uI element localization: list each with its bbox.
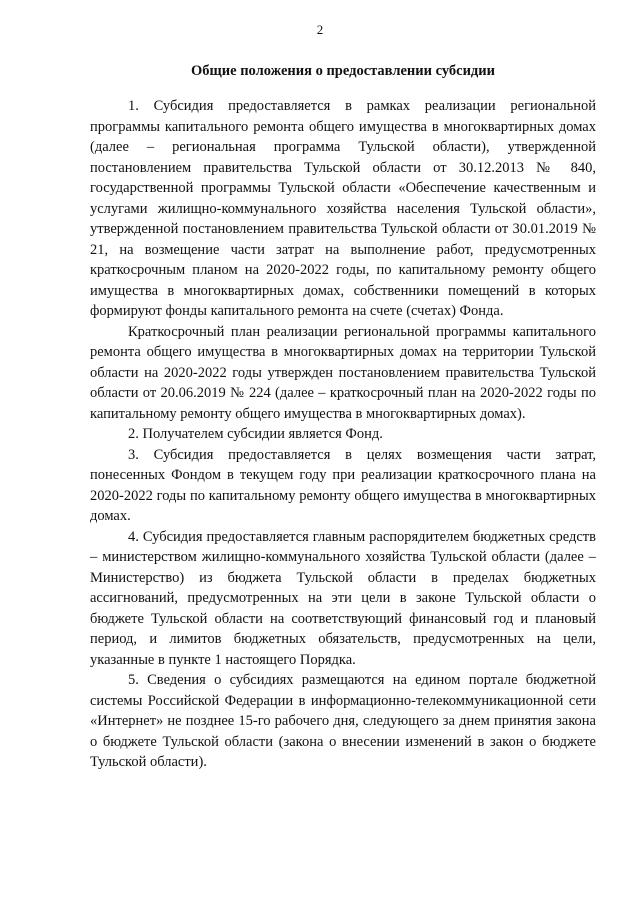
paragraph-4: 3. Субсидия предоставляется в целях возмещения части затрат, понесенных Фондом в текущем году при реализации краткосрочного плана на 2020-2022 годы по капитальному ремонту общего имущества в многоквартирных домах. (90, 446, 596, 524)
paragraph-2: Краткосрочный план реализации региональной программы капитального ремонта общего имущества в многоквартирных домах на территории Тульской области на 2020-2022 годы утвержден постановлением правительства Тульской области от 20.06.2019 № 224 (далее – краткосрочный план на 2020-2022 годы по капитальному ремонту общего имущества в многоквартирных домах). (90, 323, 596, 422)
paragraph-5: 4. Субсидия предоставляется главным распорядителем бюджетных средств – министерством жилищно-коммунального хозяйства Тульской области (далее – Министерство) из бюджета Тульской области в пределах бюджетных ассигнований, предусмотренных на эти цели в законе Тульской области о бюджете Тульской области на соответствующий финансовый год и плановый период, и лимитов бюджетных обязательств, предусмотренных на цели, указанные в пункте 1 настоящего Порядка. (90, 528, 596, 668)
paragraph-6: 5. Сведения о субсидиях размещаются на едином портале бюджетной системы Российской Федерации в информационно-телекоммуникационной сети «Интернет» не позднее 15-го рабочего дня, следующего за днем принятия закона о бюджете Тульской области (закона о внесении изменений в закон о бюджете Тульской области). (90, 672, 596, 770)
page-number: 2 (316, 22, 324, 37)
paragraph-1: 1. Субсидия предоставляется в рамках реализации региональной программы капитального ремонта общего имущества в многоквартирных домах (далее – региональная программа Тульской области), утвержденной постановлением правительства Тульской области от 30.12.2013 № 840, государственной программы Тульской области «Обеспечение качественным и услугами жилищно-коммунального хозяйства населения Тульской области», утвержденной постановлением правительства Тульской области от 30.01.2019 № 21, на возмещение части затрат на выполнение работ, предусмотренных краткосрочным планом на 2020-2022 годы, по капитальному ремонту общего имущества в многоквартирных домах, собственники помещений в которых формируют фонды капитального ремонта на счете (счетах) Фонда. (90, 98, 596, 319)
section-heading: Общие положения о предоставлении субсидии (191, 63, 495, 79)
document-body (90, 96, 596, 773)
paragraph-3: 2. Получателем субсидии является Фонд. (128, 426, 383, 442)
